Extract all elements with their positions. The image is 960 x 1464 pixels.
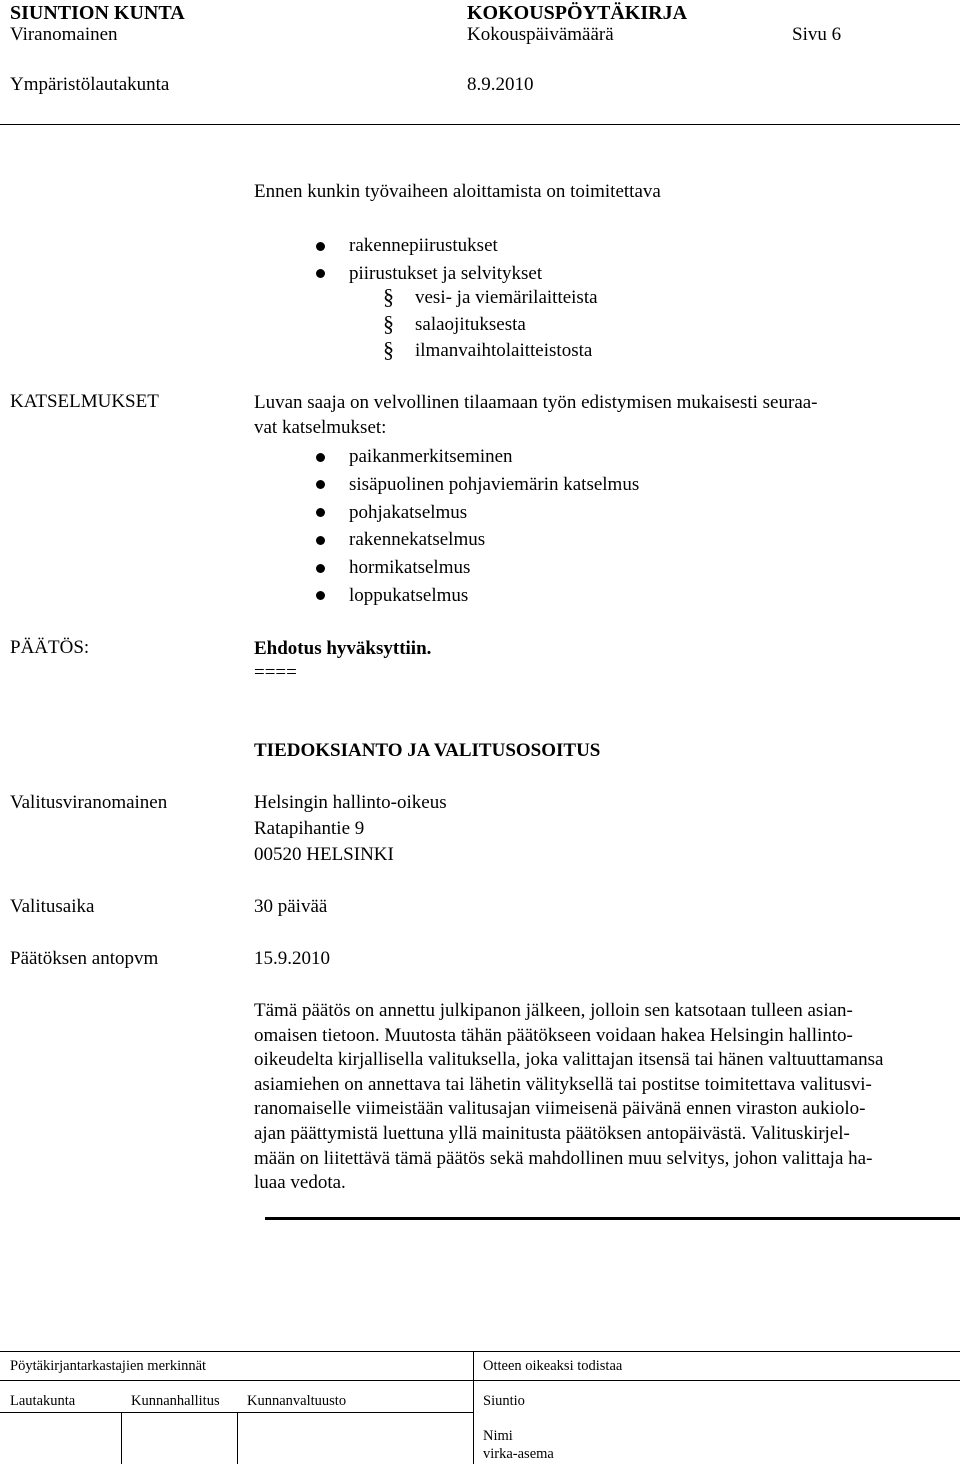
footer-top-rule [0, 1351, 960, 1352]
paragraph-line: mään on liitettävä tämä päätös sekä mahdollinen muu selvitys, johon valittaja ha- [254, 1147, 873, 1169]
list-item: loppukatselmus [316, 582, 639, 610]
katselmukset-line-1: Luvan saaja on velvollinen tilaamaan työn edistymisen mukaisesti seuraa- [254, 392, 818, 413]
appeal-authority-label: Valitusviranomainen [10, 792, 168, 813]
section-sign-icon: § [383, 284, 394, 309]
footer-place: Siuntio [483, 1393, 525, 1409]
katselmukset-list [316, 443, 639, 610]
list-item: piirustukset ja selvitykset [316, 260, 542, 288]
appeal-authority-line-3: 00520 HELSINKI [254, 844, 394, 865]
list-item: sisäpuolinen pohjaviemärin katselmus [316, 471, 639, 499]
bullet-icon [316, 536, 325, 545]
footer-body-3: Kunnanvaltuusto [247, 1393, 347, 1409]
appeal-period: 30 päivää [254, 896, 328, 917]
bullet-icon [316, 242, 325, 251]
paragraph-line: Tämä päätös on annettu julkipanon jälkeen, jolloin sen katsotaan tulleen asian- [254, 1000, 853, 1021]
footer-certified-label: Otteen oikeaksi todistaa [483, 1358, 623, 1374]
authority-name: Ympäristölautakunta [10, 74, 170, 95]
footer-checkers-label: Pöytäkirjantarkastajien merkinnät [10, 1358, 207, 1374]
paragraph-line: luaa vedota. [254, 1172, 346, 1194]
appeal-period-label: Valitusaika [10, 896, 95, 917]
page-number: Sivu 6 [792, 24, 842, 45]
paatos-heading: PÄÄTÖS: [10, 637, 90, 658]
signature-rule [265, 1217, 960, 1220]
bullet-icon [316, 508, 325, 517]
bullet-icon [316, 591, 325, 600]
decision-date: 15.9.2010 [254, 948, 330, 969]
list-item: pohjakatselmus [316, 499, 639, 527]
list-item: § salaojituksesta [383, 310, 526, 336]
paragraph-line: ranomaiselle viimeistään valitusajan viimeisenä päivänä ennen viraston aukiolo- [254, 1098, 866, 1120]
appeal-title: TIEDOKSIANTO JA VALITUSOSOITUS [254, 740, 601, 761]
header-rule [0, 124, 960, 125]
list-item: rakennekatselmus [316, 526, 639, 554]
footer-body-2: Kunnanhallitus [131, 1393, 220, 1409]
bullet-icon [316, 564, 325, 573]
decision-separator: ==== [254, 662, 297, 683]
footer-title-label: virka-asema [483, 1446, 554, 1462]
list-item: rakennepiirustukset [316, 232, 542, 260]
paragraph-line: asiamiehen on annettava tai lähetin välityksellä tai postitse toimitettava valitusvi- [254, 1073, 872, 1095]
list-item: § ilmanvaihtolaitteistosta [383, 337, 593, 362]
footer-sign-divider-2 [237, 1412, 238, 1464]
katselmukset-heading: KATSELMUKSET [10, 391, 159, 412]
bullet-icon [316, 453, 325, 462]
intro-text: Ennen kunkin työvaiheen aloittamista on toimitettava [254, 181, 661, 202]
meeting-date-label: Kokouspäivämäärä [467, 24, 614, 45]
appeal-authority-line-2: Ratapihantie 9 [254, 818, 365, 839]
document-type: KOKOUSPÖYTÄKIRJA [467, 2, 688, 24]
paragraph-line: oikeudelta kirjallisella valituksella, joka valittajan itsensä tai hänen valtuuttamansa [254, 1049, 884, 1071]
footer-divider [473, 1351, 474, 1464]
list-item: paikanmerkitseminen [316, 443, 639, 471]
authority-label: Viranomainen [10, 24, 118, 45]
decision-date-label: Päätöksen antopvm [10, 948, 159, 969]
bullet-icon [316, 269, 325, 278]
footer-sign-divider-1 [121, 1412, 122, 1464]
list-item: § vesi- ja viemärilaitteista [383, 284, 598, 309]
paragraph-line: ajan päättymistä luettuna yllä mainitusta päätöksen antopäivästä. Valituskirjel- [254, 1122, 850, 1144]
intro-sub-list [383, 285, 598, 365]
appeal-paragraph [254, 999, 954, 1196]
appeal-authority-line-1: Helsingin hallinto-oikeus [254, 792, 447, 813]
footer-body-1: Lautakunta [10, 1393, 76, 1409]
meeting-date: 8.9.2010 [467, 74, 534, 95]
katselmukset-line-2: vat katselmukset: [254, 417, 387, 438]
footer-name-label: Nimi [483, 1428, 513, 1444]
footer-mid-rule [0, 1380, 960, 1381]
paragraph-line: omaisen tietoon. Muutosta tähän päätökseen voidaan hakea Helsingin hallinto- [254, 1024, 853, 1046]
bullet-icon [316, 480, 325, 489]
list-item: hormikatselmus [316, 554, 639, 582]
decision-text: Ehdotus hyväksyttiin. [254, 638, 432, 659]
intro-bullet-list [316, 232, 542, 288]
section-sign-icon: § [383, 310, 394, 336]
org-name: SIUNTION KUNTA [10, 2, 185, 24]
section-sign-icon: § [383, 337, 394, 362]
